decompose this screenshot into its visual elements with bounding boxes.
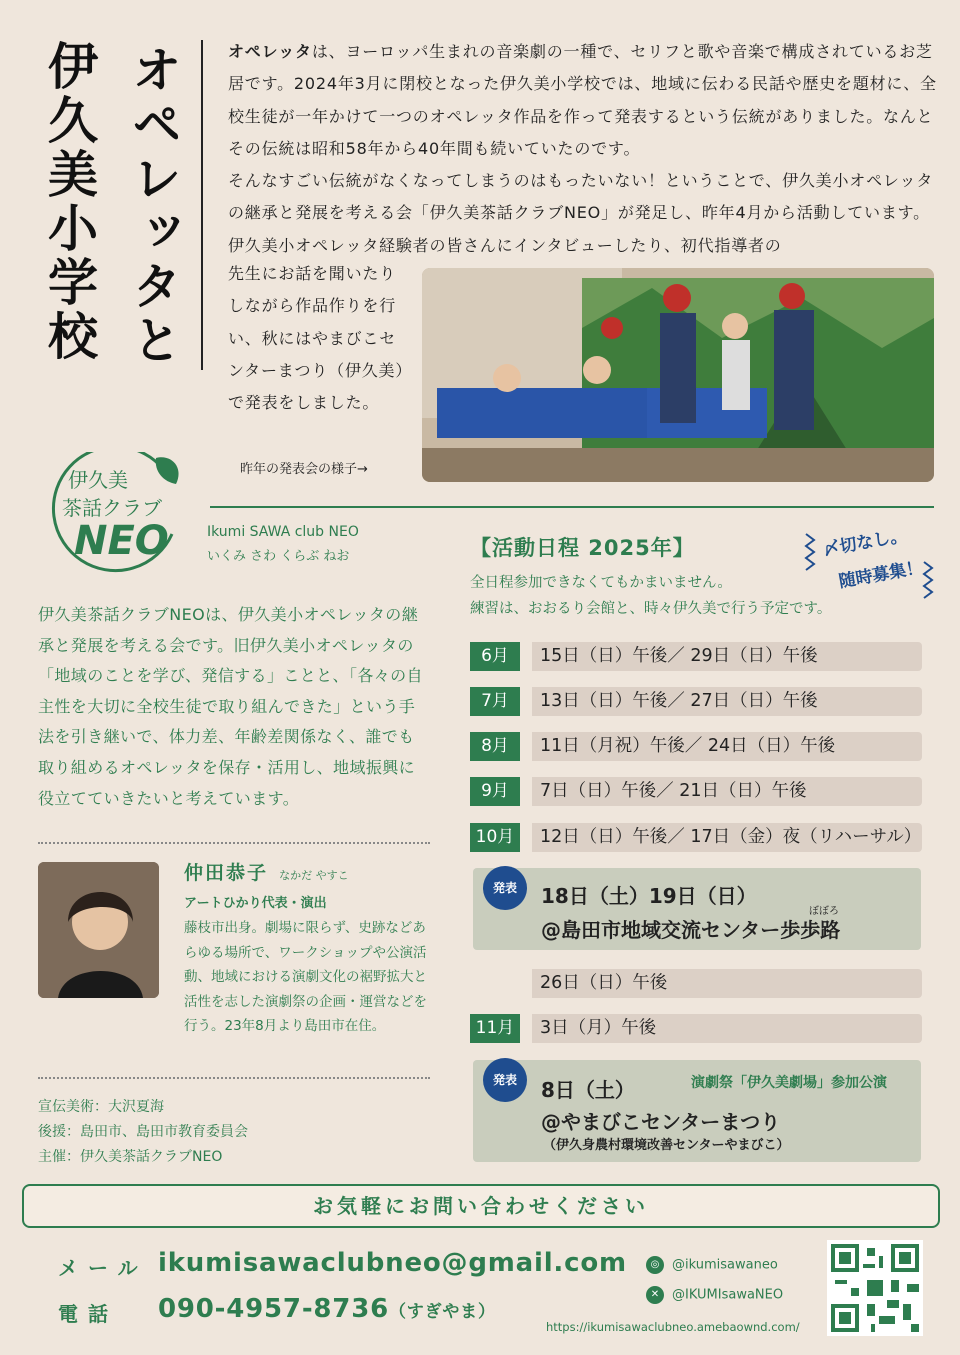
month-label: 6月 bbox=[470, 642, 520, 671]
tel-label: 電話 bbox=[58, 1302, 118, 1326]
instagram-handle: @ikumisawaneo bbox=[672, 1257, 778, 1273]
divider-bottom bbox=[38, 1077, 430, 1079]
website-url[interactable]: https://ikumisawaclubneo.amebaownd.com/ bbox=[546, 1320, 800, 1334]
mail-label: メール bbox=[58, 1256, 148, 1280]
person-role: アートひかり代表・演出 bbox=[184, 896, 327, 911]
schedule-row bbox=[470, 732, 922, 761]
person-photo bbox=[38, 862, 159, 998]
mail-link[interactable]: ikumisawaclubneo@gmail.com bbox=[158, 1248, 627, 1278]
intro-text bbox=[228, 36, 940, 262]
perf1-dates: 18日（土）19日（日） bbox=[541, 884, 757, 908]
instagram-icon: ◎ bbox=[646, 1256, 664, 1274]
instagram-link[interactable] bbox=[646, 1256, 778, 1274]
divider-top bbox=[38, 842, 430, 844]
title-operetta: オペレッタと bbox=[124, 44, 182, 368]
row-dates: 26日（日）午後 bbox=[540, 973, 668, 993]
month-label: 11月 bbox=[470, 1014, 520, 1043]
perf2-place-sub: （伊久身農村環境改善センターやまびこ） bbox=[543, 1138, 790, 1153]
perf2-festival: 演劇祭「伊久美劇場」参加公演 bbox=[691, 1075, 887, 1091]
row-dates: 12日（日）午後／ 17日（金）夜（リハーサル） bbox=[540, 827, 922, 847]
row-dates: 7日（日）午後／ 21日（日）午後 bbox=[540, 781, 807, 801]
schedule-sub-1: 全日程参加できなくてもかまいません。 bbox=[470, 575, 732, 591]
intro-p3: 先生にお話を聞いたりしながら作品作りを行い、秋にはやまびこセンターまつり（伊久美）で発表をしました。 bbox=[228, 264, 405, 413]
x-link[interactable] bbox=[646, 1286, 783, 1304]
row-dates: 13日（日）午後／ 27日（日）午後 bbox=[540, 691, 818, 711]
title-school: 伊久美小学校 bbox=[40, 40, 98, 364]
logo-text-1: 伊久美 bbox=[68, 468, 128, 492]
logo-text-2: 茶話クラブ bbox=[62, 496, 162, 520]
performance-box-2 bbox=[473, 1060, 921, 1162]
logo-text-3: NEO bbox=[74, 518, 169, 564]
perf1-place: @島田市地域交流センター歩歩路 bbox=[541, 918, 841, 942]
month-label: 8月 bbox=[470, 732, 520, 761]
schedule-row bbox=[470, 969, 922, 998]
person-kana: なかだ やすこ bbox=[279, 869, 349, 882]
row-dates: 11日（月祝）午後／ 24日（日）午後 bbox=[540, 736, 836, 756]
x-icon: ✕ bbox=[646, 1286, 664, 1304]
credit-art: 宣伝美術：大沢夏海 bbox=[38, 1099, 164, 1115]
logo-rule bbox=[210, 506, 934, 508]
schedule-title: 【活動日程 2025年】 bbox=[470, 536, 695, 560]
schedule-row bbox=[470, 642, 922, 671]
schedule-row bbox=[470, 777, 922, 806]
club-name-kana: いくみ さわ くらぶ ねお bbox=[207, 549, 350, 564]
intro-p2: そんなすごい伝統がなくなってしまうのはもったいない！ということで、伊久美小オペレッタの継承と発展を考える会「伊久美茶話クラブNEO」が発足し、昨年4月から活動しています。伊久美小オペレッタ経験者の皆さんにインタビューしたり、初代指導者の bbox=[228, 171, 934, 255]
tel-link[interactable] bbox=[158, 1294, 496, 1324]
deadline-note-1: 〆切なし。 bbox=[821, 525, 909, 561]
schedule-sub-2: 練習は、おおるり会館と、時々伊久美で行う予定です。 bbox=[470, 601, 832, 617]
schedule-row bbox=[470, 1014, 922, 1043]
deadline-note-2: 随時募集！ bbox=[837, 557, 925, 593]
month-label: 9月 bbox=[470, 777, 520, 806]
perf1-ruby: ぼぼろ bbox=[809, 906, 839, 917]
schedule-row bbox=[470, 687, 922, 716]
tel-number[interactable]: 090-4957-8736 bbox=[158, 1294, 389, 1324]
performance-badge: 発表 bbox=[483, 866, 527, 910]
row-dates: 15日（日）午後／ 29日（日）午後 bbox=[540, 646, 818, 666]
row-dates: 3日（月）午後 bbox=[540, 1018, 657, 1038]
intro-lead: オペレッタ bbox=[228, 42, 312, 61]
tel-name: （すぎやま） bbox=[388, 1302, 496, 1322]
credit-support: 後援：島田市、島田市教育委員会 bbox=[38, 1124, 248, 1140]
credit-host: 主催：伊久美茶話クラブNEO bbox=[38, 1149, 223, 1165]
intro-p1: は、ヨーロッパ生まれの音楽劇の一種で、セリフと歌や音楽で構成されているお芝居です。2024年3月に閉校となった伊久美小学校では、地域に伝わる民話や歴史を題材に、全校生徒が一年かけて一つのオペレッタ作品を作って発表するという伝統がありました。なんとその伝統は昭和58年から40年間も続いていたのです。 bbox=[228, 42, 937, 158]
club-name-en: Ikumi SAWA club NEO bbox=[207, 524, 359, 540]
perf2-place: @やまびこセンターまつり bbox=[541, 1110, 781, 1134]
contact-heading: お気軽にお問い合わせください bbox=[313, 1194, 649, 1218]
perf2-date: 8日（土） bbox=[541, 1078, 635, 1102]
month-label: 10月 bbox=[470, 823, 520, 852]
photo-caption: 昨年の発表会の様子→ bbox=[240, 462, 368, 477]
person-name: 仲田恭子 bbox=[184, 862, 269, 884]
x-handle: @IKUMIsawaNEO bbox=[672, 1287, 784, 1303]
schedule-sub bbox=[470, 570, 831, 622]
club-description: 伊久美茶話クラブNEOは、伊久美小オペレッタの継承と発展を考える会です。旧伊久美小オペレッタの「地域のことを学び、発信する」ことと、「各々の自主性を大切に全校生徒で取り組んできた」という手法を引き継いで、体力差、年齢差関係なく、誰でも取り組めるオペレッタを保存・活用し、地域振興に役立てていきたいと考えています。 bbox=[38, 605, 423, 808]
contact-heading-box bbox=[22, 1184, 940, 1228]
person-bio: 藤枝市出身。劇場に限らず、史跡などあらゆる場所で、ワークショップや公演活動、地域における演劇文化の裾野拡大と活性を志した演劇祭の企画・運営などを行う。23年8月より島田市在住。 bbox=[184, 920, 427, 1034]
qr-code[interactable] bbox=[827, 1240, 923, 1336]
title-divider bbox=[201, 40, 203, 370]
performance-photo bbox=[422, 268, 934, 482]
performance-badge: 発表 bbox=[483, 1058, 527, 1102]
person-name-block bbox=[184, 858, 349, 885]
month-label: 7月 bbox=[470, 687, 520, 716]
schedule-row bbox=[470, 823, 922, 852]
performance-box-1 bbox=[473, 868, 921, 950]
